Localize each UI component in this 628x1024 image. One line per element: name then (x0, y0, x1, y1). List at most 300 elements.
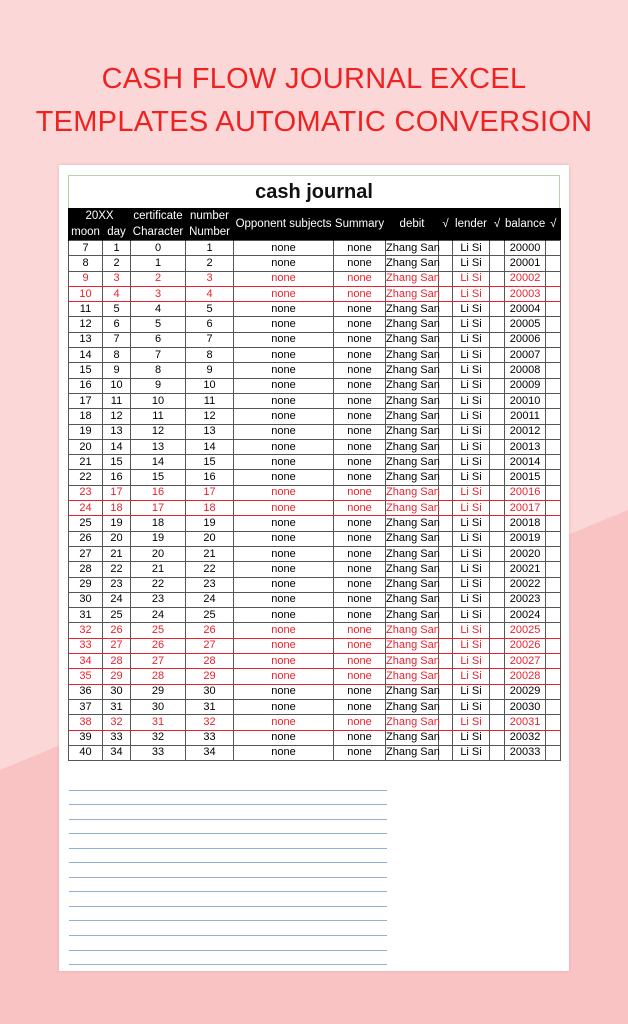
cell-cert: 0 (131, 241, 186, 256)
table-row (69, 470, 561, 485)
cell-sum: none (334, 684, 386, 699)
cell-chk2 (490, 608, 505, 623)
cell-moon: 40 (69, 745, 103, 760)
cell-chk2 (490, 546, 505, 561)
cell-sum: none (334, 730, 386, 745)
cell-opp: none (234, 409, 334, 424)
cell-chk3 (546, 623, 561, 638)
cell-opp: none (234, 546, 334, 561)
cell-balance: 20020 (505, 546, 546, 561)
cell-cert: 16 (131, 485, 186, 500)
cell-num: 10 (186, 378, 234, 393)
table-row (69, 393, 561, 408)
table-row (69, 302, 561, 317)
cell-debit: Zhang San (386, 455, 439, 470)
cell-opp: none (234, 485, 334, 500)
cell-sum: none (334, 424, 386, 439)
cell-moon: 23 (69, 485, 103, 500)
cell-cert: 14 (131, 455, 186, 470)
cell-lender: Li Si (453, 439, 490, 454)
cell-chk3 (546, 562, 561, 577)
cell-balance: 20005 (505, 317, 546, 332)
cell-chk1 (439, 485, 453, 500)
cell-day: 18 (103, 501, 131, 516)
cell-chk1 (439, 332, 453, 347)
cell-cert: 4 (131, 302, 186, 317)
cell-opp: none (234, 608, 334, 623)
table-row (69, 348, 561, 363)
cell-sum: none (334, 715, 386, 730)
cell-chk2 (490, 669, 505, 684)
table-row (69, 378, 561, 393)
cell-day: 1 (103, 241, 131, 256)
cell-day: 33 (103, 730, 131, 745)
cell-lender: Li Si (453, 501, 490, 516)
cell-cert: 11 (131, 409, 186, 424)
cell-cert: 23 (131, 592, 186, 607)
cell-opp: none (234, 470, 334, 485)
header-opponent: Opponent subjects (234, 208, 334, 241)
cell-debit: Zhang San (386, 562, 439, 577)
ruled-line (69, 791, 387, 806)
cell-debit: Zhang San (386, 745, 439, 760)
cell-chk2 (490, 332, 505, 347)
cell-chk2 (490, 638, 505, 653)
blank-ruled-lines (69, 776, 387, 965)
cell-cert: 2 (131, 271, 186, 286)
journal-body (69, 241, 561, 761)
cell-opp: none (234, 439, 334, 454)
cell-opp: none (234, 501, 334, 516)
cell-sum: none (334, 516, 386, 531)
table-row (69, 409, 561, 424)
cell-num: 33 (186, 730, 234, 745)
cell-chk1 (439, 623, 453, 638)
cell-chk3 (546, 577, 561, 592)
cell-day: 22 (103, 562, 131, 577)
cell-day: 20 (103, 531, 131, 546)
cell-chk3 (546, 363, 561, 378)
cell-sum: none (334, 669, 386, 684)
ruled-line (69, 834, 387, 849)
cell-chk1 (439, 378, 453, 393)
journal-sheet (59, 165, 569, 971)
cell-chk3 (546, 317, 561, 332)
cell-debit: Zhang San (386, 654, 439, 669)
cell-sum: none (334, 577, 386, 592)
cell-opp: none (234, 271, 334, 286)
cell-moon: 11 (69, 302, 103, 317)
cell-balance: 20014 (505, 455, 546, 470)
cell-chk3 (546, 378, 561, 393)
cell-debit: Zhang San (386, 256, 439, 271)
table-row (69, 654, 561, 669)
cell-day: 4 (103, 286, 131, 301)
cell-cert: 30 (131, 699, 186, 714)
cell-sum: none (334, 348, 386, 363)
cell-moon: 36 (69, 684, 103, 699)
cell-chk1 (439, 699, 453, 714)
cell-sum: none (334, 363, 386, 378)
table-row (69, 501, 561, 516)
cell-chk3 (546, 424, 561, 439)
cell-chk2 (490, 562, 505, 577)
cell-chk3 (546, 531, 561, 546)
cell-opp: none (234, 684, 334, 699)
cell-balance: 20029 (505, 684, 546, 699)
cell-chk1 (439, 363, 453, 378)
cell-chk2 (490, 577, 505, 592)
cell-debit: Zhang San (386, 317, 439, 332)
cell-debit: Zhang San (386, 638, 439, 653)
cell-lender: Li Si (453, 286, 490, 301)
cell-debit: Zhang San (386, 730, 439, 745)
cell-debit: Zhang San (386, 592, 439, 607)
cell-opp: none (234, 715, 334, 730)
cell-moon: 13 (69, 332, 103, 347)
cell-chk2 (490, 699, 505, 714)
cell-chk2 (490, 684, 505, 699)
cell-debit: Zhang San (386, 715, 439, 730)
cell-opp: none (234, 256, 334, 271)
cell-opp: none (234, 286, 334, 301)
cell-moon: 18 (69, 409, 103, 424)
cell-cert: 33 (131, 745, 186, 760)
cell-chk2 (490, 439, 505, 454)
table-row (69, 592, 561, 607)
cell-opp: none (234, 669, 334, 684)
cell-debit: Zhang San (386, 546, 439, 561)
cell-num: 19 (186, 516, 234, 531)
sheet-title: cash journal (68, 175, 560, 208)
ruled-line (69, 820, 387, 835)
cell-sum: none (334, 699, 386, 714)
cell-cert: 6 (131, 332, 186, 347)
cell-sum: none (334, 302, 386, 317)
cell-opp: none (234, 378, 334, 393)
cell-sum: none (334, 332, 386, 347)
cell-debit: Zhang San (386, 271, 439, 286)
cell-day: 19 (103, 516, 131, 531)
cell-debit: Zhang San (386, 424, 439, 439)
ruled-line (69, 951, 387, 966)
cell-chk2 (490, 531, 505, 546)
cell-chk2 (490, 256, 505, 271)
table-row (69, 608, 561, 623)
cell-balance: 20023 (505, 592, 546, 607)
cell-sum: none (334, 531, 386, 546)
cell-sum: none (334, 745, 386, 760)
cell-opp: none (234, 562, 334, 577)
cell-opp: none (234, 317, 334, 332)
cell-chk3 (546, 501, 561, 516)
table-row (69, 424, 561, 439)
cell-lender: Li Si (453, 516, 490, 531)
table-row (69, 562, 561, 577)
cell-cert: 1 (131, 256, 186, 271)
cell-chk1 (439, 348, 453, 363)
cell-cert: 9 (131, 378, 186, 393)
cell-chk1 (439, 271, 453, 286)
cell-debit: Zhang San (386, 286, 439, 301)
cell-num: 3 (186, 271, 234, 286)
cell-debit: Zhang San (386, 332, 439, 347)
cell-num: 28 (186, 654, 234, 669)
cell-chk1 (439, 470, 453, 485)
cell-lender: Li Si (453, 485, 490, 500)
cell-cert: 12 (131, 424, 186, 439)
cell-lender: Li Si (453, 378, 490, 393)
cell-num: 4 (186, 286, 234, 301)
cell-num: 8 (186, 348, 234, 363)
page-banner (0, 58, 628, 144)
cell-chk1 (439, 286, 453, 301)
cell-chk1 (439, 424, 453, 439)
cell-debit: Zhang San (386, 348, 439, 363)
cell-moon: 38 (69, 715, 103, 730)
cell-moon: 15 (69, 363, 103, 378)
cell-debit: Zhang San (386, 531, 439, 546)
cell-opp: none (234, 699, 334, 714)
cell-cert: 13 (131, 439, 186, 454)
cell-chk3 (546, 348, 561, 363)
cell-moon: 8 (69, 256, 103, 271)
cell-balance: 20028 (505, 669, 546, 684)
cell-lender: Li Si (453, 715, 490, 730)
table-row (69, 256, 561, 271)
cell-lender: Li Si (453, 654, 490, 669)
header-number: number (186, 208, 234, 224)
table-row (69, 638, 561, 653)
cell-chk2 (490, 745, 505, 760)
header-lender: lender (453, 208, 490, 241)
cell-num: 22 (186, 562, 234, 577)
cell-lender: Li Si (453, 409, 490, 424)
cell-moon: 21 (69, 455, 103, 470)
cell-sum: none (334, 470, 386, 485)
cell-debit: Zhang San (386, 485, 439, 500)
cell-sum: none (334, 439, 386, 454)
ruled-line (69, 921, 387, 936)
cell-sum: none (334, 608, 386, 623)
cell-num: 13 (186, 424, 234, 439)
cell-moon: 30 (69, 592, 103, 607)
cell-day: 24 (103, 592, 131, 607)
ruled-line (69, 892, 387, 907)
cell-moon: 29 (69, 577, 103, 592)
table-row (69, 241, 561, 256)
cell-balance: 20006 (505, 332, 546, 347)
cell-cert: 25 (131, 623, 186, 638)
journal-table (68, 208, 561, 761)
cell-day: 17 (103, 485, 131, 500)
cell-balance: 20002 (505, 271, 546, 286)
cell-balance: 20009 (505, 378, 546, 393)
cell-balance: 20000 (505, 241, 546, 256)
cell-debit: Zhang San (386, 378, 439, 393)
cell-cert: 5 (131, 317, 186, 332)
cell-chk2 (490, 485, 505, 500)
cell-chk1 (439, 409, 453, 424)
cell-debit: Zhang San (386, 501, 439, 516)
table-row (69, 455, 561, 470)
header-balance: balance (505, 208, 546, 241)
cell-day: 16 (103, 470, 131, 485)
table-row (69, 485, 561, 500)
cell-cert: 8 (131, 363, 186, 378)
cell-moon: 19 (69, 424, 103, 439)
table-row (69, 745, 561, 760)
cell-day: 14 (103, 439, 131, 454)
cell-balance: 20017 (505, 501, 546, 516)
table-row (69, 684, 561, 699)
cell-day: 27 (103, 638, 131, 653)
cell-num: 9 (186, 363, 234, 378)
cell-opp: none (234, 577, 334, 592)
header-character: Character (131, 224, 186, 241)
cell-chk2 (490, 302, 505, 317)
header-debit: debit (386, 208, 439, 241)
cell-lender: Li Si (453, 592, 490, 607)
cell-chk2 (490, 715, 505, 730)
table-row (69, 577, 561, 592)
cell-chk2 (490, 623, 505, 638)
cell-lender: Li Si (453, 424, 490, 439)
cell-chk2 (490, 424, 505, 439)
cell-debit: Zhang San (386, 241, 439, 256)
cell-chk1 (439, 455, 453, 470)
cell-chk3 (546, 393, 561, 408)
cell-lender: Li Si (453, 317, 490, 332)
cell-chk3 (546, 715, 561, 730)
cell-cert: 7 (131, 348, 186, 363)
cell-balance: 20001 (505, 256, 546, 271)
cell-chk3 (546, 608, 561, 623)
cell-chk3 (546, 470, 561, 485)
cell-num: 7 (186, 332, 234, 347)
cell-cert: 19 (131, 531, 186, 546)
cell-chk1 (439, 592, 453, 607)
cell-num: 26 (186, 623, 234, 638)
cell-chk2 (490, 348, 505, 363)
cell-balance: 20003 (505, 286, 546, 301)
cell-balance: 20032 (505, 730, 546, 745)
ruled-line (69, 849, 387, 864)
cell-num: 29 (186, 669, 234, 684)
cell-chk1 (439, 638, 453, 653)
cell-balance: 20018 (505, 516, 546, 531)
cell-sum: none (334, 546, 386, 561)
cell-day: 13 (103, 424, 131, 439)
cell-day: 29 (103, 669, 131, 684)
cell-chk3 (546, 546, 561, 561)
cell-lender: Li Si (453, 256, 490, 271)
cell-cert: 31 (131, 715, 186, 730)
table-row (69, 317, 561, 332)
cell-cert: 21 (131, 562, 186, 577)
cell-moon: 35 (69, 669, 103, 684)
cell-day: 7 (103, 332, 131, 347)
cell-moon: 39 (69, 730, 103, 745)
cell-chk1 (439, 531, 453, 546)
table-row (69, 363, 561, 378)
cell-cert: 32 (131, 730, 186, 745)
cell-chk2 (490, 470, 505, 485)
cell-sum: none (334, 485, 386, 500)
cell-balance: 20012 (505, 424, 546, 439)
cell-moon: 16 (69, 378, 103, 393)
cell-chk2 (490, 730, 505, 745)
cell-chk2 (490, 286, 505, 301)
cell-moon: 22 (69, 470, 103, 485)
cell-num: 1 (186, 241, 234, 256)
cell-balance: 20016 (505, 485, 546, 500)
cell-lender: Li Si (453, 546, 490, 561)
cell-cert: 26 (131, 638, 186, 653)
cell-chk2 (490, 455, 505, 470)
cell-chk2 (490, 241, 505, 256)
cell-chk1 (439, 516, 453, 531)
cell-num: 11 (186, 393, 234, 408)
cell-moon: 25 (69, 516, 103, 531)
cell-chk2 (490, 501, 505, 516)
cell-sum: none (334, 256, 386, 271)
ruled-line (69, 878, 387, 893)
cell-lender: Li Si (453, 730, 490, 745)
cell-day: 15 (103, 455, 131, 470)
cell-chk1 (439, 684, 453, 699)
cell-day: 30 (103, 684, 131, 699)
cell-chk2 (490, 516, 505, 531)
cell-num: 6 (186, 317, 234, 332)
cell-moon: 20 (69, 439, 103, 454)
cell-opp: none (234, 516, 334, 531)
cell-moon: 32 (69, 623, 103, 638)
cell-debit: Zhang San (386, 699, 439, 714)
cell-moon: 28 (69, 562, 103, 577)
cell-moon: 9 (69, 271, 103, 286)
cell-num: 27 (186, 638, 234, 653)
cell-num: 31 (186, 699, 234, 714)
cell-balance: 20011 (505, 409, 546, 424)
cell-num: 34 (186, 745, 234, 760)
cell-lender: Li Si (453, 699, 490, 714)
cell-opp: none (234, 424, 334, 439)
cell-balance: 20030 (505, 699, 546, 714)
cell-num: 2 (186, 256, 234, 271)
cell-chk3 (546, 592, 561, 607)
cell-cert: 20 (131, 546, 186, 561)
cell-moon: 31 (69, 608, 103, 623)
cell-sum: none (334, 271, 386, 286)
cell-opp: none (234, 623, 334, 638)
cell-day: 2 (103, 256, 131, 271)
cell-num: 17 (186, 485, 234, 500)
cell-lender: Li Si (453, 332, 490, 347)
cell-chk2 (490, 317, 505, 332)
banner-line-1: CASH FLOW JOURNAL EXCEL (101, 63, 527, 95)
cell-sum: none (334, 378, 386, 393)
cell-sum: none (334, 562, 386, 577)
cell-balance: 20004 (505, 302, 546, 317)
cell-balance: 20007 (505, 348, 546, 363)
cell-chk2 (490, 271, 505, 286)
cell-lender: Li Si (453, 348, 490, 363)
cell-moon: 17 (69, 393, 103, 408)
cell-chk3 (546, 241, 561, 256)
cell-chk2 (490, 654, 505, 669)
cell-chk2 (490, 592, 505, 607)
